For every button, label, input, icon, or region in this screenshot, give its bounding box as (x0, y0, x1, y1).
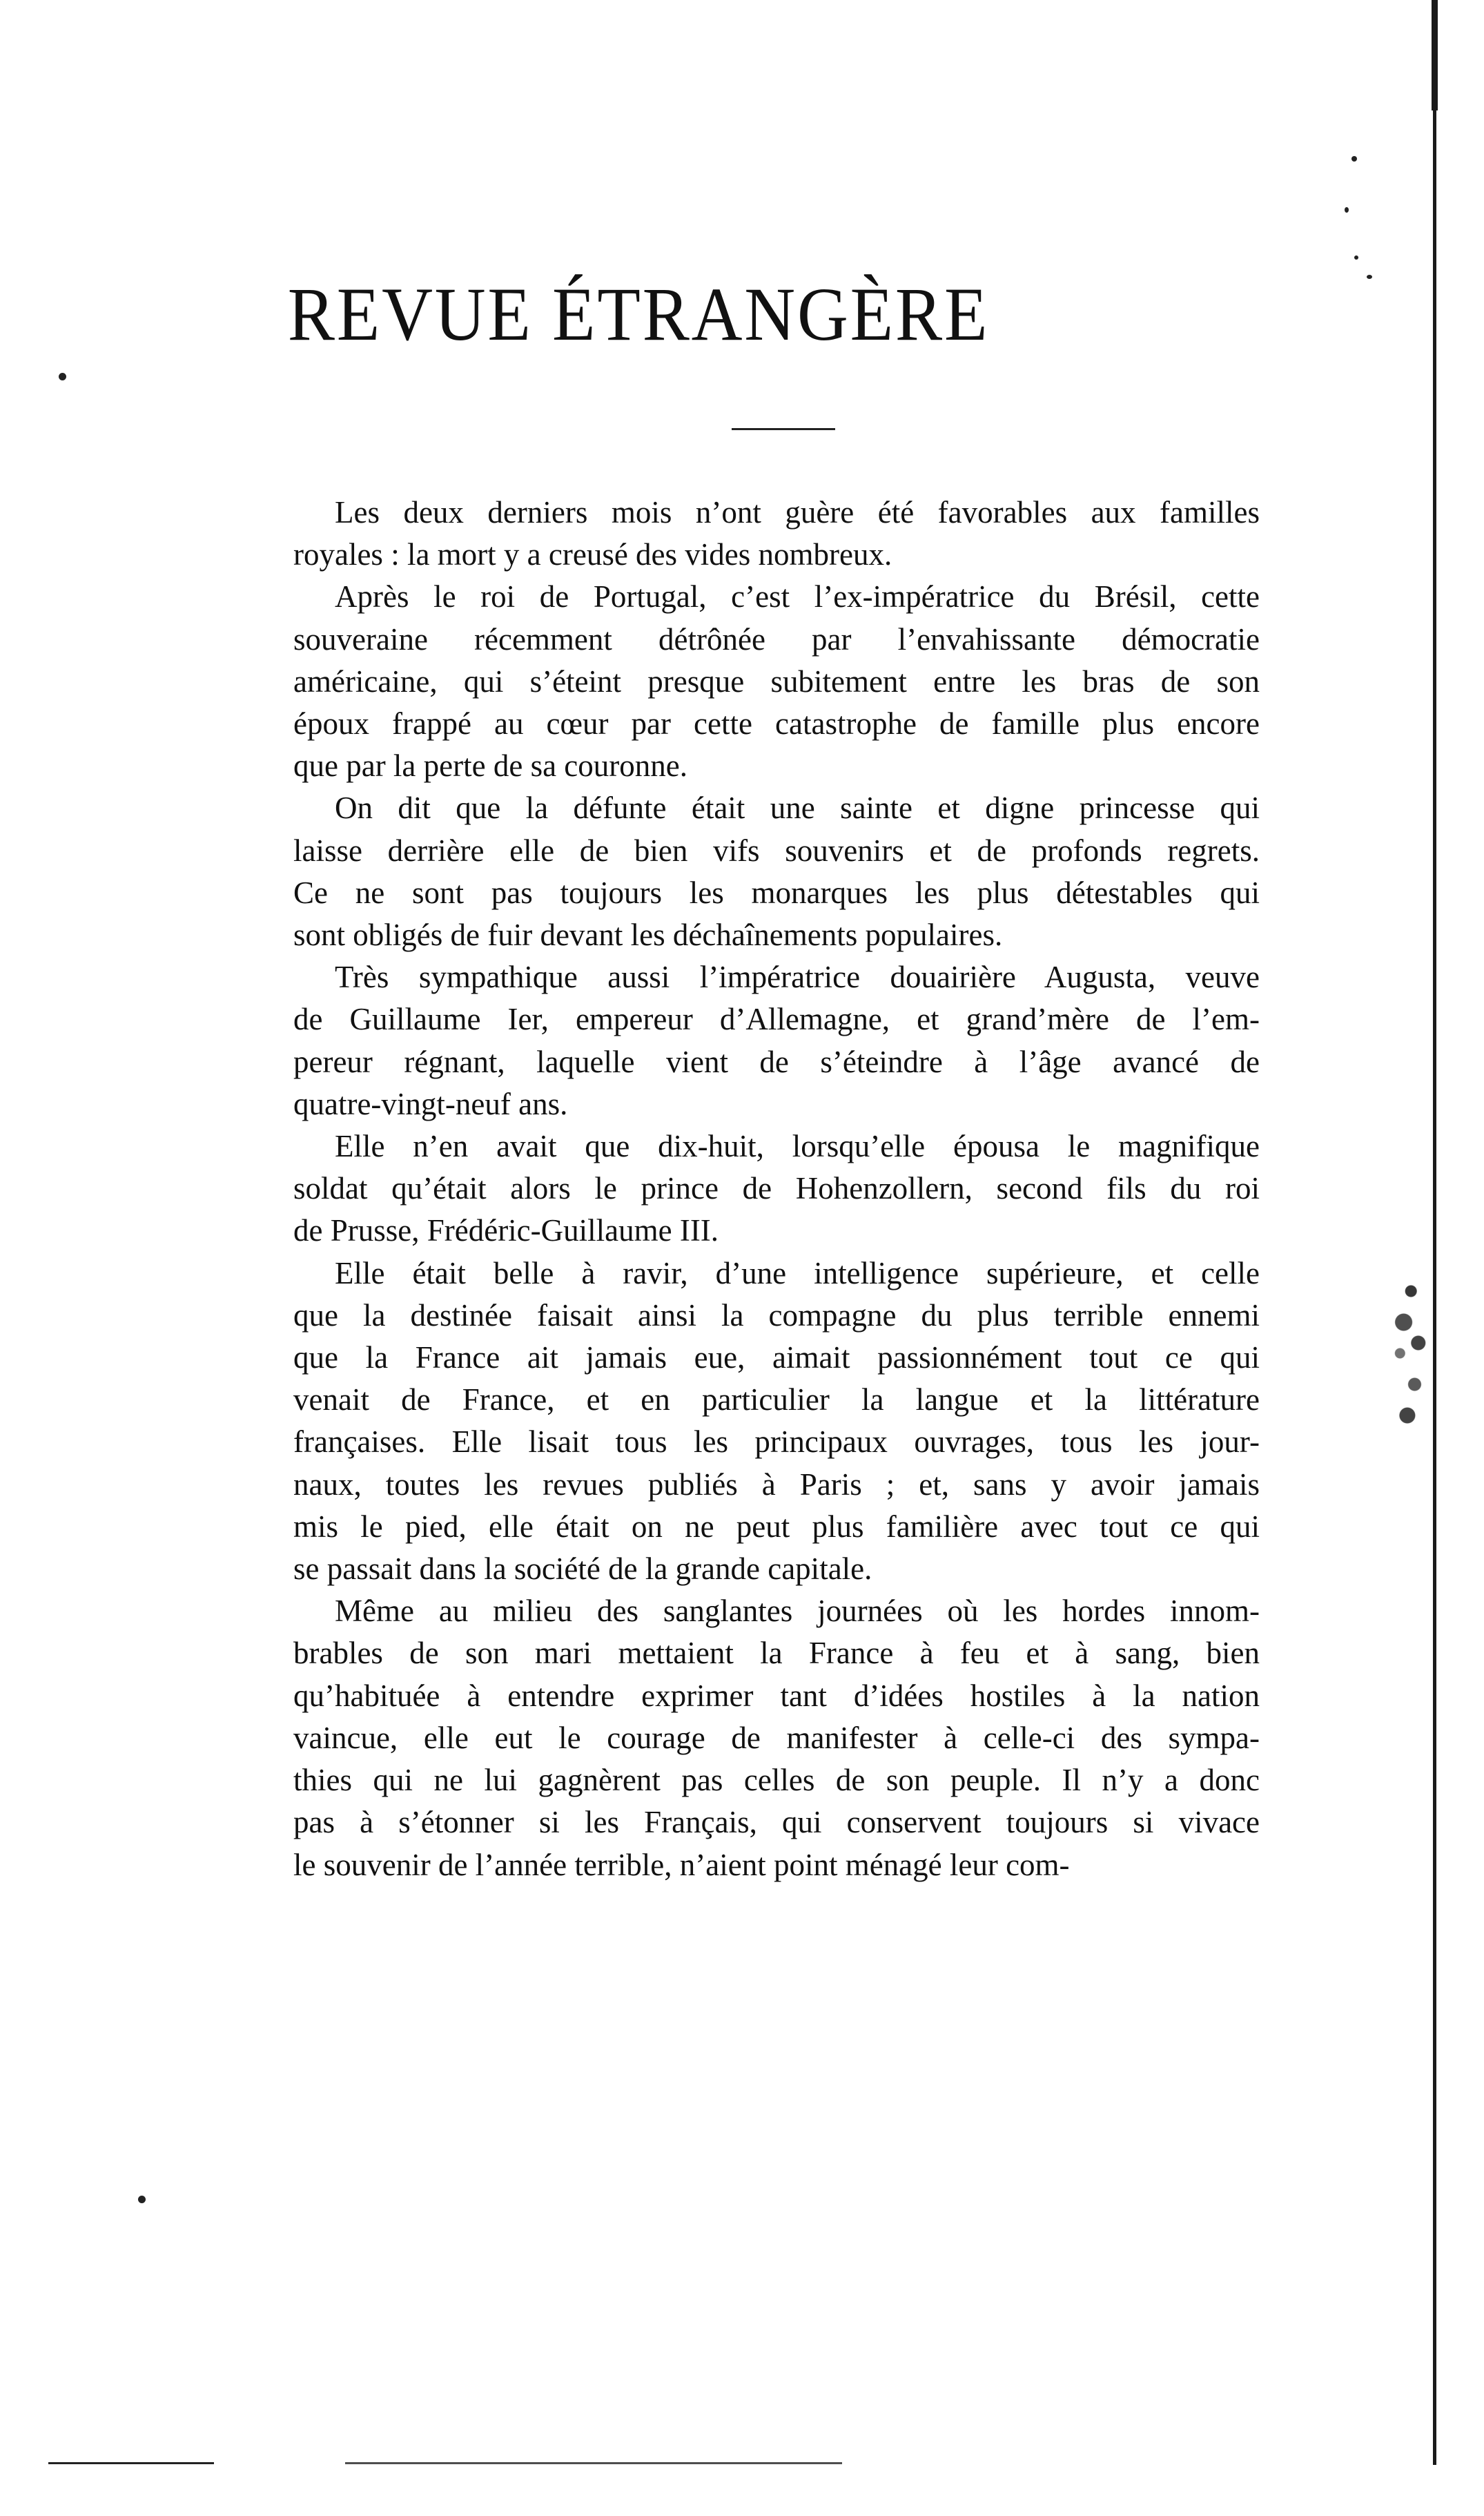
text-line: époux frappé au cœur par cette catastrophe de famille plus encore (293, 706, 1260, 742)
paragraph (293, 1125, 1260, 1252)
article-body (293, 492, 1260, 1886)
text-line: le souvenir de l’année terrible, n’aient point ménagé leur com- (293, 1847, 1070, 1882)
paragraph (293, 787, 1260, 956)
text-line: de Prusse, Frédéric-Guillaume III. (293, 1213, 719, 1248)
text-line: que la France ait jamais eue, aimait passionnément tout ce qui (293, 1340, 1260, 1375)
paragraph (293, 576, 1260, 787)
text-line: venait de France, et en particulier la langue et la littérature (293, 1382, 1260, 1417)
scan-speck (1345, 207, 1349, 213)
text-line: On dit que la défunte était une sainte et digne princesse qui (335, 791, 1260, 826)
paragraph (293, 492, 1260, 576)
text-line: soldat qu’était alors le prince de Hohenzollern, second fils du roi (293, 1171, 1260, 1206)
text-line: brables de son mari mettaient la France à feu et à sang, bien (293, 1636, 1260, 1671)
text-line: quatre-vingt-neuf ans. (293, 1086, 568, 1121)
scan-smudge (1360, 1229, 1433, 1436)
paragraph (293, 1590, 1260, 1886)
text-line: pas à s’étonner si les Français, qui conservent toujours si vivace (293, 1805, 1260, 1840)
text-line: françaises. Elle lisait tous les principaux ouvrages, tous les jour- (293, 1424, 1260, 1460)
text-line: Après le roi de Portugal, c’est l’ex-impératrice du Brésil, cette (335, 579, 1260, 615)
scan-speck (1351, 156, 1357, 162)
text-line: Même au milieu des sanglantes journées où les hordes innom- (335, 1594, 1260, 1629)
text-line: souveraine récemment détrônée par l’envahissante démocratie (293, 621, 1260, 657)
text-line: thies qui ne lui gagnèrent pas celles de son peuple. Il n’y a donc (293, 1763, 1260, 1798)
paragraph (293, 956, 1260, 1125)
scan-bottom-line (48, 2462, 214, 2464)
text-line: pereur régnant, laquelle vient de s’éteindre à l’âge avancé de (293, 1044, 1260, 1079)
text-line: Très sympathique aussi l’impératrice douairière Augusta, veuve (335, 960, 1260, 995)
text-line: qu’habituée à entendre exprimer tant d’idées hostiles à la nation (293, 1678, 1260, 1713)
page-title: REVUE ÉTRANGÈRE (287, 272, 990, 356)
scan-speck (138, 2196, 146, 2203)
scan-speck (1354, 255, 1358, 260)
text-line: naux, toutes les revues publiés à Paris ; et, sans y avoir jamais (293, 1467, 1260, 1502)
text-line: Les deux derniers mois n’ont guère été favorables aux familles (335, 495, 1260, 530)
text-line: vaincue, elle eut le courage de manifester à celle-ci des sympa- (293, 1720, 1260, 1755)
scan-bottom-line (345, 2462, 842, 2464)
text-line: de Guillaume Ier, empereur d’Allemagne, et grand’mère de l’em- (293, 1002, 1260, 1037)
text-line: que la destinée faisait ainsi la compagne du plus terrible ennemi (293, 1297, 1260, 1333)
text-line: que par la perte de sa couronne. (293, 748, 687, 784)
text-line: Ce ne sont pas toujours les monarques les plus détestables qui (293, 875, 1260, 910)
text-line: royales : la mort y a creusé des vides nombreux. (293, 537, 892, 572)
scan-speck (59, 373, 66, 380)
title-divider (732, 428, 835, 430)
text-line: Elle était belle à ravir, d’une intelligence supérieure, et celle (335, 1255, 1260, 1290)
page-edge-line (1433, 0, 1436, 2465)
text-line: se passait dans la société de la grande capitale. (293, 1551, 872, 1587)
scan-speck (1367, 275, 1372, 279)
text-line: sont obligés de fuir devant les déchaînements populaires. (293, 918, 1003, 953)
text-line: Elle n’en avait que dix-huit, lorsqu’elle épousa le magnifique (335, 1129, 1260, 1164)
text-line: laisse derrière elle de bien vifs souvenirs et de profonds regrets. (293, 833, 1260, 868)
text-line: mis le pied, elle était on ne peut plus familière avec tout ce qui (293, 1509, 1260, 1544)
page-edge-line-top (1432, 0, 1438, 110)
text-line: américaine, qui s’éteint presque subitement entre les bras de son (293, 664, 1260, 699)
paragraph (293, 1252, 1260, 1591)
